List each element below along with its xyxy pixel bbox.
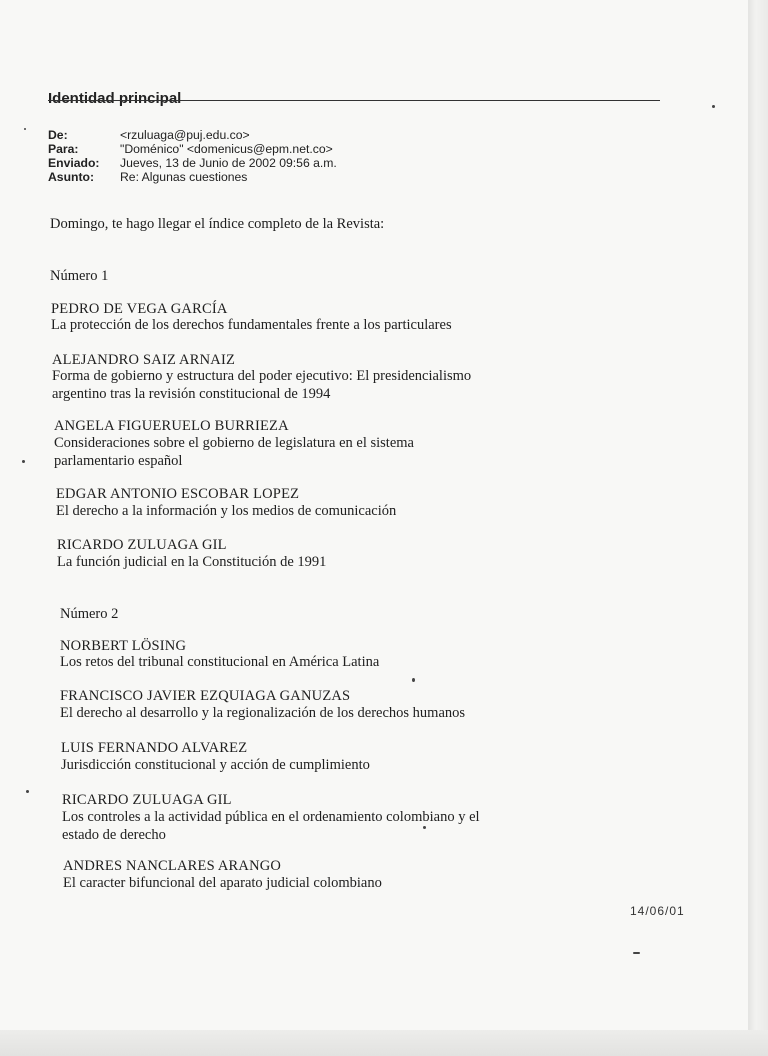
email-headers [48, 128, 337, 184]
header-label: Enviado: [48, 156, 100, 170]
header-rule [48, 100, 660, 101]
entry-title-line: Los retos del tribunal constitucional en América Latina [60, 654, 380, 670]
header-to [48, 142, 337, 156]
entry-author: EDGAR ANTONIO ESCOBAR LOPEZ [56, 486, 300, 502]
header-label: Asunto: [48, 170, 95, 184]
page-edge-right [748, 0, 768, 1056]
entry-author: RICARDO ZULUAGA GIL [62, 792, 232, 808]
entry-title [51, 316, 452, 334]
entry-author: LUIS FERNANDO ALVAREZ [61, 740, 248, 756]
entry-author: NORBERT LÖSING [60, 638, 187, 654]
header-label: De: [48, 128, 68, 142]
greeting: Domingo, te hago llegar el índice completo de la Revista: [50, 216, 385, 232]
entry-title [54, 434, 414, 470]
entry-title-line: argentino tras la revisión constitucional de 1994 [52, 386, 331, 402]
header-from [48, 128, 337, 142]
scan-speck [712, 105, 715, 108]
date-stamp: 14/06/01 [630, 904, 685, 918]
issue-1-heading: Número 1 [50, 268, 109, 284]
entry-title-line: El caracter bifuncional del aparato judicial colombiano [63, 875, 382, 891]
scan-speck [24, 128, 26, 130]
entry-title-line: El derecho al desarrollo y la regionalización de los derechos humanos [60, 705, 466, 721]
header-value: Jueves, 13 de Junio de 2002 09:56 a.m. [120, 156, 337, 170]
entry-title-line: El derecho a la información y los medios de comunicación [56, 503, 397, 519]
header-title: Identidad principal [48, 90, 182, 107]
scan-speck [412, 678, 415, 682]
entry-title-line: parlamentario español [54, 453, 183, 469]
scan-speck [633, 952, 640, 954]
entry-title-line: La protección de los derechos fundamentales frente a los particulares [51, 317, 452, 333]
entry-title-line: Consideraciones sobre el gobierno de legislatura en el sistema [54, 435, 414, 451]
entry-author: ANGELA FIGUERUELO BURRIEZA [54, 418, 289, 434]
entry-author: RICARDO ZULUAGA GIL [57, 537, 227, 553]
issue-2-heading: Número 2 [60, 606, 119, 622]
scan-speck [423, 826, 426, 829]
entry-author: FRANCISCO JAVIER EZQUIAGA GANUZAS [60, 688, 351, 704]
entry-title [61, 756, 370, 774]
entry-title-line: Los controles a la actividad pública en el ordenamiento colombiano y el [62, 809, 480, 825]
entry-title-line: estado de derecho [62, 827, 166, 843]
entry-title [60, 653, 379, 671]
entry-title [63, 874, 382, 892]
header-value: Re: Algunas cuestiones [120, 170, 248, 184]
entry-author: ANDRES NANCLARES ARANGO [63, 858, 282, 874]
entry-author: PEDRO DE VEGA GARCÍA [51, 301, 228, 317]
header-subject [48, 170, 337, 184]
entry-title [57, 553, 326, 571]
entry-title [56, 502, 396, 520]
entry-title-line: La función judicial en la Constitución de 1991 [57, 554, 327, 570]
entry-title [62, 808, 480, 844]
entry-title-line: Forma de gobierno y estructura del poder ejecutivo: El presidencialismo [52, 368, 472, 384]
entry-author: ALEJANDRO SAIZ ARNAIZ [52, 352, 236, 368]
page-edge-bottom [0, 1030, 768, 1056]
entry-title [52, 367, 471, 403]
header-value: <rzuluaga@puj.edu.co> [120, 128, 250, 142]
header-sent [48, 156, 337, 170]
scan-speck [26, 790, 29, 793]
entry-title [60, 704, 465, 722]
entry-title-line: Jurisdicción constitucional y acción de cumplimiento [61, 757, 370, 773]
header-label: Para: [48, 142, 79, 156]
scan-speck [22, 460, 25, 463]
header-value: "Doménico" <domenicus@epm.net.co> [120, 142, 333, 156]
